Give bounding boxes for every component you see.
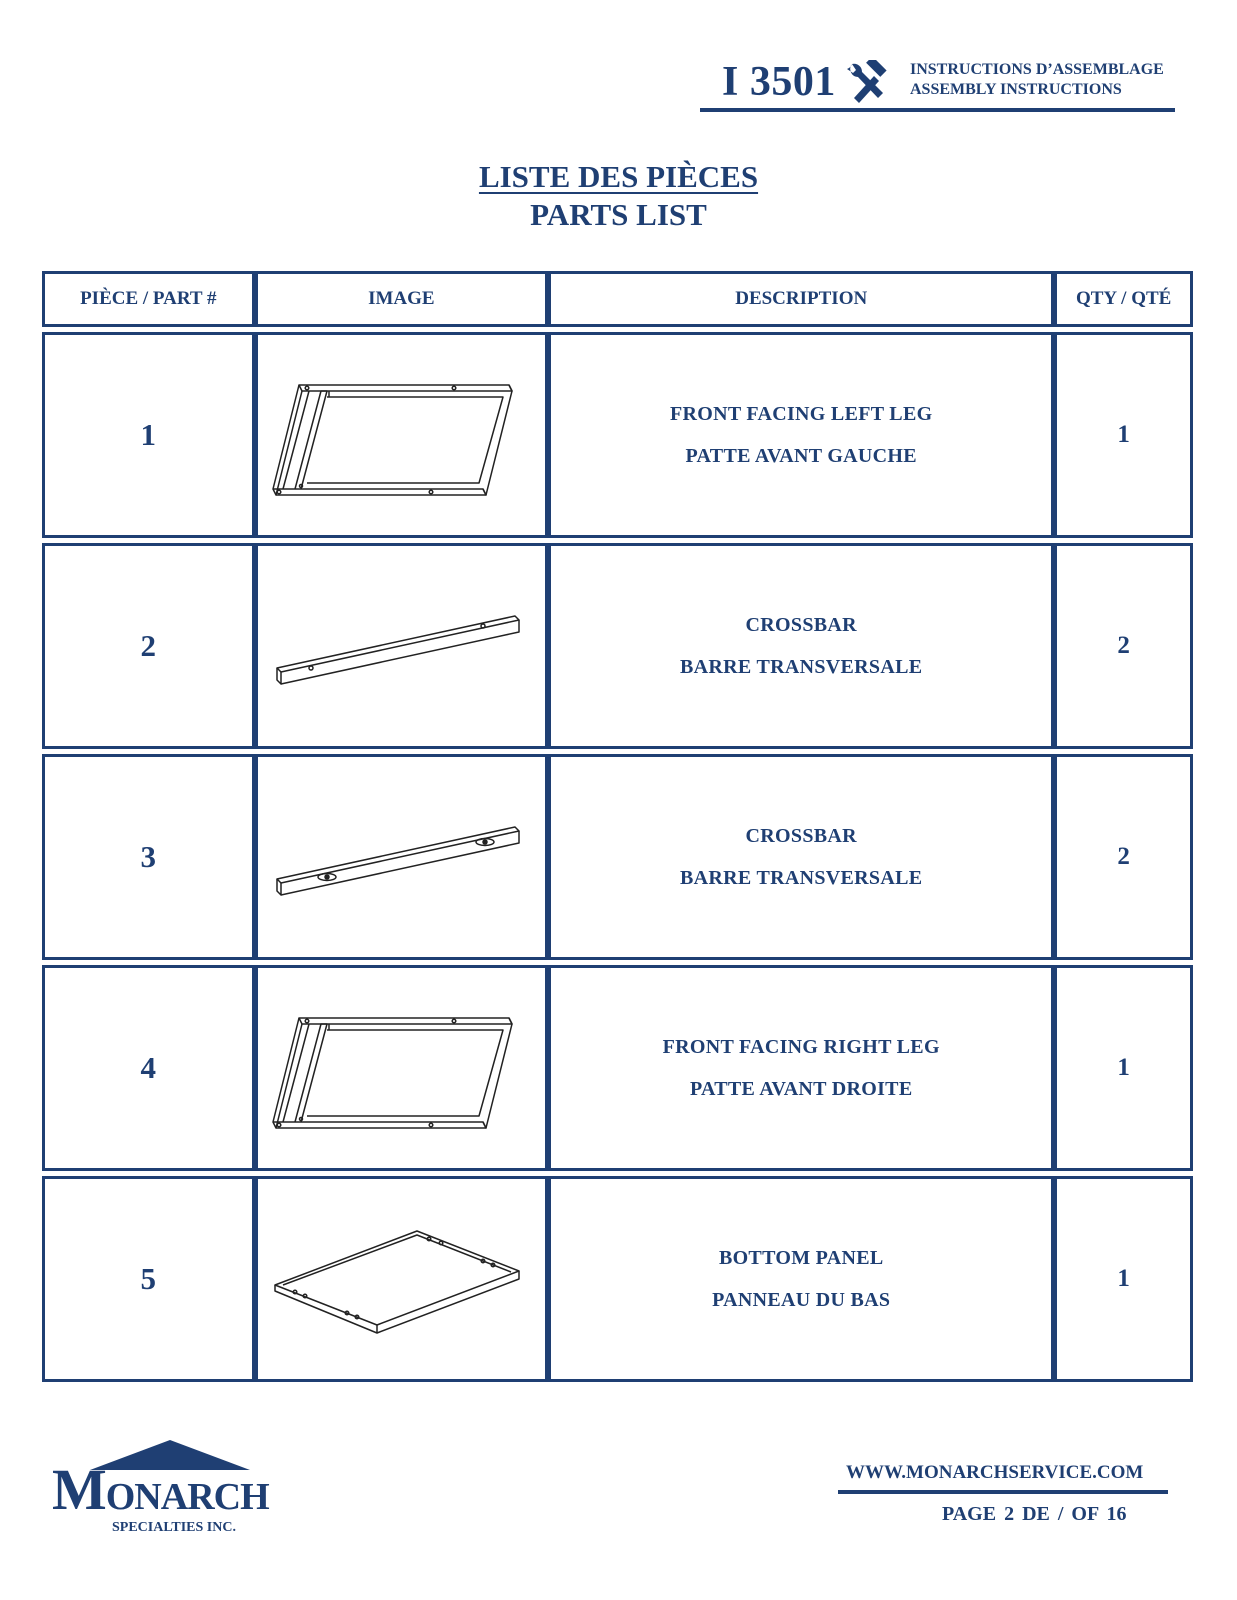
page-title	[0, 158, 1237, 234]
table-row	[42, 965, 1193, 1171]
table-row	[42, 754, 1193, 960]
table-row	[42, 543, 1193, 749]
description-cell	[548, 543, 1054, 749]
description-french: BARRE TRANSVERSALE	[680, 656, 923, 678]
parts-table	[42, 266, 1193, 1387]
description-cell	[548, 965, 1054, 1171]
quantity: 2	[1117, 843, 1130, 870]
description-french: PATTE AVANT DROITE	[689, 1078, 913, 1100]
part-number-cell	[42, 332, 255, 538]
table-header-row	[42, 271, 1193, 327]
part-number-cell	[42, 543, 255, 749]
bottom-panel-illustration	[271, 1209, 531, 1349]
part-number-cell	[42, 965, 255, 1171]
quantity-cell	[1054, 965, 1193, 1171]
part-number: 4	[140, 1050, 157, 1085]
logo-rest: ONARCH	[105, 1476, 269, 1518]
header-description: DESCRIPTION	[548, 271, 1054, 327]
logo-subtitle: SPECIALTIES INC.	[112, 1520, 236, 1535]
title-french: LISTE DES PIÈCES	[478, 159, 759, 194]
description-french: PATTE AVANT GAUCHE	[685, 445, 917, 467]
crossbar-with-cams-illustration	[271, 787, 531, 927]
description-english: FRONT FACING LEFT LEG	[669, 403, 933, 425]
table-row	[42, 332, 1193, 538]
footer-divider	[838, 1490, 1168, 1494]
description-english: CROSSBAR	[745, 825, 857, 847]
description-english: BOTTOM PANEL	[718, 1247, 884, 1269]
monarch-logo	[52, 1438, 269, 1535]
right-leg-frame-illustration	[271, 998, 531, 1138]
description-english: FRONT FACING RIGHT LEG	[662, 1036, 940, 1058]
part-number: 2	[140, 628, 157, 663]
header-instructions-fr: INSTRUCTIONS D’ASSEMBLAGE	[910, 61, 1164, 78]
part-image-cell	[255, 965, 549, 1171]
tools-icon	[846, 60, 892, 106]
quantity-cell	[1054, 1176, 1193, 1382]
part-number: 3	[140, 839, 157, 874]
description-french: BARRE TRANSVERSALE	[680, 867, 923, 889]
description-english: CROSSBAR	[745, 614, 857, 636]
quantity: 1	[1117, 1054, 1130, 1081]
header-image: IMAGE	[255, 271, 549, 327]
quantity: 1	[1117, 421, 1130, 448]
part-image-cell	[255, 543, 549, 749]
description-cell	[548, 332, 1054, 538]
part-number-cell	[42, 754, 255, 960]
logo-wordmark	[52, 1457, 269, 1527]
description-french: PANNEAU DU BAS	[712, 1289, 891, 1311]
description-cell	[548, 1176, 1054, 1382]
part-number: 5	[140, 1261, 157, 1296]
header-instructions-en: ASSEMBLY INSTRUCTIONS	[910, 81, 1122, 98]
quantity-cell	[1054, 543, 1193, 749]
quantity-cell	[1054, 754, 1193, 960]
quantity-cell	[1054, 332, 1193, 538]
crossbar-illustration	[271, 576, 531, 716]
header-quantity: QTY / QTÉ	[1054, 271, 1193, 327]
part-image-cell	[255, 332, 549, 538]
part-number: 1	[140, 417, 157, 452]
part-image-cell	[255, 1176, 549, 1382]
page-number: PAGE 2 DE / OF 16	[942, 1503, 1127, 1525]
quantity: 2	[1117, 632, 1130, 659]
header-divider	[700, 108, 1175, 112]
part-image-cell	[255, 754, 549, 960]
description-cell	[548, 754, 1054, 960]
quantity: 1	[1117, 1265, 1130, 1292]
table-row	[42, 1176, 1193, 1382]
website-link[interactable]: WWW.MONARCHSERVICE.COM	[846, 1462, 1144, 1483]
part-number-cell	[42, 1176, 255, 1382]
logo-initial: M	[52, 1457, 106, 1522]
title-english: PARTS LIST	[530, 197, 707, 232]
document-header	[700, 50, 1180, 120]
left-leg-frame-illustration	[271, 365, 531, 505]
model-number: I 3501	[722, 59, 836, 105]
header-part-number: PIÈCE / PART #	[42, 271, 255, 327]
